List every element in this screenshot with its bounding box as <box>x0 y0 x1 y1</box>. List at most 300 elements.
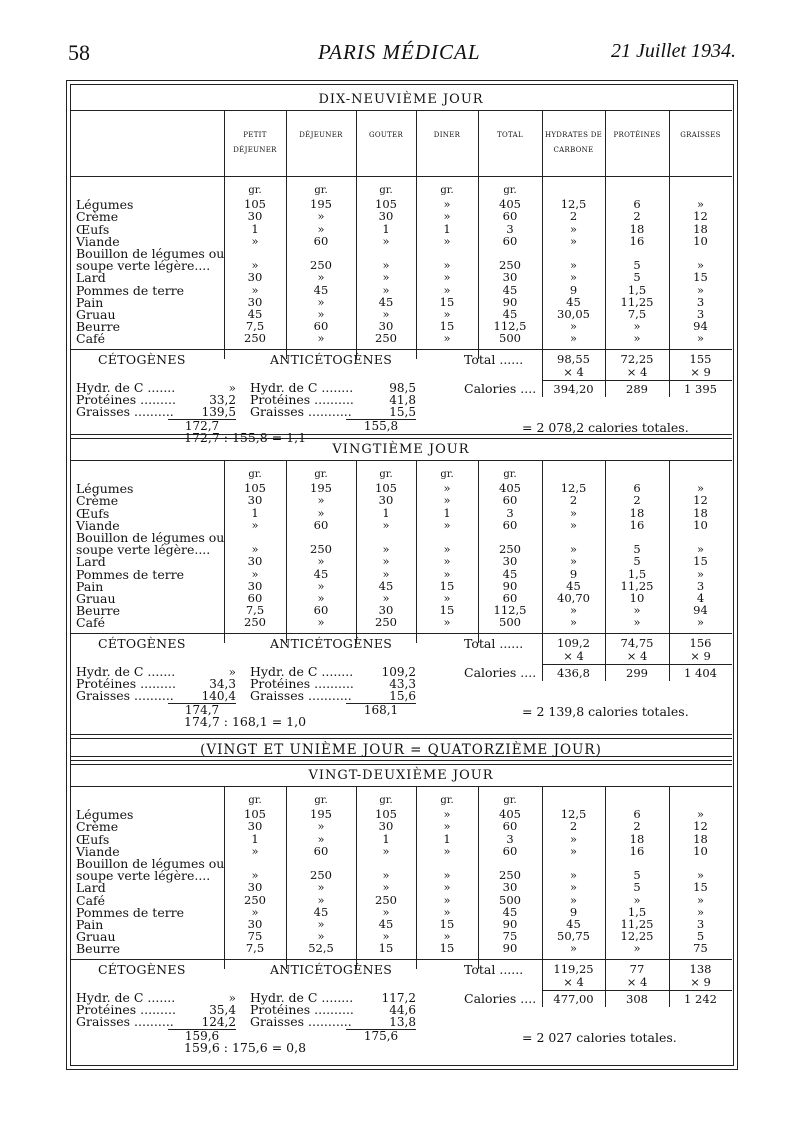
table-cell: 250 <box>375 892 397 907</box>
table-cell: » <box>443 282 451 297</box>
anticetogenes-label: ANTICÉTOGÈNES <box>270 635 393 651</box>
total-calories: = 2 139,8 calories totales. <box>522 703 689 719</box>
table-cell: 18 <box>629 505 645 520</box>
multiplier-rule <box>542 664 732 665</box>
mid-label: Hydr. de C ........ <box>250 663 354 679</box>
mid-value: 15,5 <box>346 405 416 420</box>
unit-label: gr. <box>248 185 262 196</box>
table-cell: » <box>443 307 451 321</box>
table-cell: 60 <box>502 517 518 532</box>
table-cell: 90 <box>502 941 518 956</box>
row-label: Gruau <box>76 929 116 945</box>
table-cell: 1 <box>443 505 451 520</box>
table-cell: » <box>569 615 578 630</box>
table-cell: 45 <box>378 294 394 309</box>
table-cell: » <box>569 892 578 907</box>
table-cell: » <box>569 554 578 569</box>
table-cell: » <box>633 331 641 346</box>
table-cell: 18 <box>629 831 645 846</box>
table-cell: 1 <box>382 505 390 520</box>
table-cell: » <box>696 615 705 630</box>
table-cell: 2 <box>569 493 578 508</box>
table-cell: » <box>317 554 325 569</box>
table-cell: » <box>317 209 325 224</box>
table-cell: 105 <box>375 197 397 212</box>
table-cell: 9 <box>569 904 578 919</box>
table-cell: 11,25 <box>620 578 654 593</box>
table-cell: » <box>443 517 451 532</box>
table-cell: » <box>382 282 390 297</box>
left-label: Protéines ......... <box>76 675 176 691</box>
multiplier: × 4 <box>563 648 584 663</box>
table-cell: 500 <box>499 331 521 346</box>
table-cell: » <box>569 517 578 532</box>
table-cell: 10 <box>629 591 645 605</box>
table-cell: 30 <box>378 819 394 834</box>
column-header: GOUTER <box>368 131 404 139</box>
table-cell: 7,5 <box>245 319 265 334</box>
table-cell: » <box>443 258 451 273</box>
row-label: Lard <box>76 554 106 570</box>
table-cell: » <box>317 615 325 630</box>
table-cell: 30 <box>247 880 263 895</box>
calories-label: Calories .... <box>464 664 537 680</box>
table-cell: 45 <box>378 917 394 931</box>
left-label: Hydr. de C ....... <box>76 663 176 679</box>
table-cell: 60 <box>502 843 518 858</box>
table-cell: 105 <box>375 807 397 822</box>
table-cell: » <box>317 307 325 321</box>
row-label: Pommes de terre <box>76 282 185 298</box>
column-header: DINER <box>433 131 461 139</box>
table-cell: 30 <box>378 603 394 618</box>
table-cell: » <box>317 270 325 285</box>
table-cell: » <box>569 331 578 346</box>
row-label: Œufs <box>76 831 110 847</box>
table-cell: 50,75 <box>557 929 590 944</box>
calories-label: Calories .... <box>464 990 537 1006</box>
row-label: Bouillon de légumes ou <box>76 530 225 545</box>
table-cell: 45 <box>313 566 329 581</box>
table-cell: 40,70 <box>557 591 590 605</box>
table-cell: » <box>569 843 578 858</box>
table-cell: 60 <box>502 819 518 834</box>
table-cell: » <box>696 282 705 297</box>
table-cell: » <box>382 843 390 858</box>
table-cell: » <box>569 505 578 520</box>
title-rule <box>70 110 732 111</box>
table-cell: 5 <box>633 270 641 285</box>
row-label: Œufs <box>76 221 110 237</box>
table-cell: 45 <box>566 294 581 309</box>
calories-value: 1 242 <box>684 991 717 1006</box>
table-cell: 11,25 <box>620 917 654 931</box>
table-cell: 30 <box>247 493 263 508</box>
table-cell: » <box>569 270 578 285</box>
left-label: Protéines ......... <box>76 391 176 407</box>
table-cell: 5 <box>633 258 641 273</box>
mid-label: Graisses ........... <box>250 687 352 703</box>
table-cell: 30 <box>247 917 263 931</box>
left-value: » <box>228 990 236 1005</box>
table-cell: » <box>382 591 390 605</box>
left-sum: 172,7 <box>184 418 220 433</box>
unit-label: gr. <box>314 795 328 806</box>
mid-value: 13,8 <box>346 1015 416 1030</box>
table-cell: 3 <box>696 578 705 593</box>
day-title: VINGT-DEUXIÈME JOUR <box>308 768 494 783</box>
table-cell: » <box>317 493 325 508</box>
mid-value: 117,2 <box>381 990 416 1005</box>
table-cell: 6 <box>633 481 641 496</box>
interlude-rule-top <box>70 734 732 739</box>
table-cell: 9 <box>569 282 578 297</box>
table-cell: 15 <box>439 578 455 593</box>
table-cell: » <box>382 880 390 895</box>
multiplier: × 4 <box>563 364 584 379</box>
table-cell: 30,05 <box>557 307 590 321</box>
column-header: HYDRATES DE CARBONE <box>544 131 603 154</box>
mid-value: 15,6 <box>346 689 416 704</box>
unit-label: gr. <box>379 469 393 480</box>
table-cell: 15 <box>439 941 455 956</box>
row-label: Beurre <box>76 319 120 335</box>
table-cell: 250 <box>310 542 332 557</box>
unit-label: gr. <box>379 795 393 806</box>
table-cell: 1 <box>251 221 259 236</box>
multiplier: × 4 <box>626 364 648 379</box>
multiplier-rule <box>542 380 732 381</box>
table-cell: 30 <box>378 319 394 334</box>
table-cell: » <box>382 868 390 883</box>
row-label: Crème <box>76 493 119 509</box>
table-cell: 250 <box>375 615 397 630</box>
table-cell: 12,25 <box>620 929 654 944</box>
table-cell: 105 <box>244 197 266 212</box>
table-cell: 94 <box>693 603 708 618</box>
totals-rule <box>70 959 732 960</box>
unit-label: gr. <box>248 795 262 806</box>
table-cell: 1,5 <box>627 566 647 581</box>
table-cell: » <box>382 904 390 919</box>
left-value: 35,4 <box>209 1002 236 1017</box>
calories-value: 299 <box>626 665 648 680</box>
table-cell: » <box>317 929 325 944</box>
table-cell: » <box>251 542 259 557</box>
mid-label: Graisses ........... <box>250 1013 352 1029</box>
unit-label: gr. <box>314 469 328 480</box>
table-cell: 112,5 <box>493 319 527 334</box>
table-cell: » <box>443 331 451 346</box>
table-cell: 30 <box>502 554 518 569</box>
total-label: Total ...... <box>464 351 524 367</box>
mid-value: 41,8 <box>389 392 416 407</box>
table-cell: 60 <box>502 233 518 248</box>
table-cell: » <box>443 868 451 883</box>
ratio: 172,7 : 155,8 = 1,1 <box>184 429 307 445</box>
left-value: 34,3 <box>209 676 236 691</box>
table-cell: 2 <box>633 209 641 224</box>
title-rule <box>70 460 732 461</box>
table-cell: » <box>696 258 705 273</box>
table-cell: 45 <box>247 307 263 321</box>
table-cell: 405 <box>499 481 521 496</box>
table-cell: » <box>696 197 705 212</box>
total-value: 72,25 <box>620 351 654 366</box>
table-cell: 105 <box>375 481 397 496</box>
total-value: 74,75 <box>620 635 654 650</box>
table-cell: » <box>696 892 705 907</box>
row-label: Lard <box>76 270 106 286</box>
total-label: Total ...... <box>464 961 524 977</box>
left-label: Graisses .......... <box>76 1013 174 1029</box>
total-value: 98,55 <box>557 351 590 366</box>
table-cell: 12 <box>693 493 708 508</box>
table-cell: » <box>317 831 325 846</box>
row-label: Pain <box>76 917 104 932</box>
calories-value: 1 395 <box>684 381 717 396</box>
table-cell: 75 <box>502 929 518 944</box>
table-cell: 15 <box>439 319 455 334</box>
column-header: GRAISSES <box>680 131 721 139</box>
table-cell: 2 <box>569 819 578 834</box>
row-label: Pommes de terre <box>76 904 185 920</box>
day-title: DIX-NEUVIÈME JOUR <box>318 92 484 107</box>
table-cell: 16 <box>629 517 645 532</box>
table-cell: » <box>443 843 451 858</box>
table-cell: » <box>317 917 325 931</box>
table-cell: 250 <box>244 892 266 907</box>
table-cell: 500 <box>499 892 521 907</box>
table-cell: 250 <box>499 542 521 557</box>
table-cell: » <box>317 892 325 907</box>
table-cell: 195 <box>310 481 332 496</box>
calories-value: 394,20 <box>553 381 594 396</box>
row-label: Pain <box>76 294 104 310</box>
calories-value: 289 <box>626 381 648 396</box>
mid-label: Protéines .......... <box>250 1001 354 1017</box>
table-cell: 2 <box>633 819 641 834</box>
mid-label: Protéines .......... <box>250 391 354 407</box>
table-cell: » <box>696 904 705 919</box>
table-cell: 250 <box>499 868 521 883</box>
table-cell: 15 <box>439 294 455 309</box>
table-cell: » <box>251 258 259 273</box>
table-cell: » <box>251 517 259 532</box>
totals-rule <box>70 349 732 350</box>
row-label: Légumes <box>76 807 134 823</box>
table-cell: » <box>443 542 451 557</box>
table-cell: » <box>569 831 578 846</box>
row-label: soupe verte légère.... <box>76 258 211 274</box>
day-title: VINGTIÈME JOUR <box>332 442 470 457</box>
table-cell: » <box>633 892 641 907</box>
table-cell: 15 <box>439 603 455 618</box>
table-cell: 18 <box>693 505 708 520</box>
table-cell: 12 <box>693 209 708 224</box>
table-cell: » <box>569 258 578 273</box>
table-cell: 3 <box>696 294 705 309</box>
table-cell: 15 <box>378 941 394 956</box>
row-label: Gruau <box>76 591 116 606</box>
table-cell: » <box>317 880 325 895</box>
total-calories: = 2 078,2 calories totales. <box>522 419 689 435</box>
table-cell: 2 <box>633 493 641 508</box>
multiplier: × 9 <box>690 648 711 663</box>
table-cell: 30 <box>247 819 263 834</box>
table-cell: 60 <box>313 843 329 858</box>
table-cell: 1,5 <box>627 904 647 919</box>
table-cell: 105 <box>244 807 266 822</box>
table-cell: 11,25 <box>620 294 654 309</box>
table-cell: » <box>443 481 451 496</box>
table-cell: » <box>443 904 451 919</box>
table-cell: 60 <box>502 591 518 605</box>
row-label: Viande <box>76 517 120 533</box>
table-cell: 30 <box>247 578 263 593</box>
table-cell: » <box>382 566 390 581</box>
table-cell: » <box>317 591 325 605</box>
interlude-text: (VINGT ET UNIÈME JOUR = QUATORZIÈME JOUR) <box>200 742 602 758</box>
table-cell: » <box>443 591 451 605</box>
table-cell: 7,5 <box>245 941 265 956</box>
row-label: Gruau <box>76 307 116 322</box>
table-cell: 90 <box>502 294 518 309</box>
unit-label: gr. <box>503 795 517 806</box>
mid-value: 98,5 <box>389 380 416 395</box>
ratio: 159,6 : 175,6 = 0,8 <box>184 1039 307 1055</box>
table-cell: 45 <box>502 566 518 581</box>
header-rule <box>70 176 732 177</box>
table-cell: 405 <box>499 807 521 822</box>
table-cell: » <box>251 904 259 919</box>
table-cell: » <box>443 197 451 212</box>
table-cell: 45 <box>313 282 329 297</box>
left-sum: 159,6 <box>184 1028 220 1043</box>
table-cell: 15 <box>439 917 455 931</box>
mid-sum: 175,6 <box>363 1028 399 1043</box>
table-cell: 52,5 <box>308 941 334 956</box>
left-value: 140,4 <box>168 689 236 704</box>
table-cell: » <box>696 566 705 581</box>
table-cell: » <box>696 331 705 346</box>
unit-label: gr. <box>503 469 517 480</box>
mid-label: Hydr. de C ........ <box>250 379 354 395</box>
table-cell: 5 <box>633 880 641 895</box>
section-rule <box>70 434 732 439</box>
table-cell: 3 <box>696 917 705 931</box>
table-cell: 30 <box>378 493 394 508</box>
table-cell: 45 <box>566 578 581 593</box>
cetogenes-label: CÉTOGÈNES <box>98 351 186 367</box>
column-header: TOTAL <box>497 131 523 139</box>
table-cell: 5 <box>633 868 641 883</box>
table-cell: 45 <box>502 282 518 297</box>
left-value: 139,5 <box>168 405 236 420</box>
left-label: Hydr. de C ....... <box>76 379 176 395</box>
table-cell: » <box>443 233 451 248</box>
table-cell: 12,5 <box>560 197 587 212</box>
table-cell: 250 <box>375 331 397 346</box>
left-label: Graisses .......... <box>76 687 174 703</box>
table-cell: » <box>443 554 451 569</box>
mid-label: Protéines .......... <box>250 675 354 691</box>
table-cell: 10 <box>693 843 708 858</box>
table-cell: 30 <box>247 209 263 224</box>
table-cell: 7,5 <box>245 603 265 618</box>
table-cell: 75 <box>247 929 263 944</box>
table-cell: » <box>382 258 390 273</box>
row-label: soupe verte légère.... <box>76 868 211 884</box>
table-cell: 30 <box>247 554 263 569</box>
left-sum: 174,7 <box>184 702 220 717</box>
table-cell: » <box>569 221 578 236</box>
table-cell: 60 <box>313 517 329 532</box>
table-cell: » <box>569 868 578 883</box>
left-value: 124,2 <box>168 1015 236 1030</box>
row-label: Bouillon de légumes ou <box>76 856 225 871</box>
table-cell: 195 <box>310 197 332 212</box>
mid-sum: 168,1 <box>363 702 399 717</box>
table-cell: » <box>251 282 259 297</box>
total-value: 138 <box>689 961 712 976</box>
total-calories: = 2 027 calories totales. <box>522 1029 677 1045</box>
table-cell: » <box>569 233 578 248</box>
table-cell: » <box>382 233 390 248</box>
table-cell: 60 <box>502 493 518 508</box>
multiplier: × 4 <box>626 974 648 989</box>
row-label: Viande <box>76 843 120 859</box>
anticetogenes-label: ANTICÉTOGÈNES <box>270 351 393 367</box>
table-cell: » <box>633 615 641 630</box>
mid-sum: 155,8 <box>363 418 399 433</box>
table-cell: » <box>696 807 705 822</box>
left-value: 33,2 <box>209 392 236 407</box>
row-label: soupe verte légère.... <box>76 542 211 558</box>
unit-label: gr. <box>503 185 517 196</box>
table-cell: 45 <box>502 307 518 321</box>
calories-label: Calories .... <box>464 380 537 396</box>
table-cell: 2 <box>569 209 578 224</box>
multiplier: × 9 <box>690 974 711 989</box>
title-rule <box>70 786 732 787</box>
table-cell: 250 <box>310 868 332 883</box>
total-value: 119,25 <box>553 961 594 976</box>
table-cell: » <box>696 481 705 496</box>
row-label: Légumes <box>76 481 134 497</box>
unit-label: gr. <box>314 185 328 196</box>
table-cell: 5 <box>633 542 641 557</box>
table-cell: 112,5 <box>493 603 527 618</box>
table-cell: 3 <box>506 505 514 520</box>
table-cell: 12 <box>693 819 708 834</box>
multiplier-rule <box>542 990 732 991</box>
table-cell: 250 <box>310 258 332 273</box>
row-label: Bouillon de légumes ou <box>76 246 225 261</box>
table-cell: 15 <box>693 554 708 569</box>
left-label: Hydr. de C ....... <box>76 989 176 1005</box>
table-cell: 90 <box>502 578 518 593</box>
table-cell: » <box>317 221 325 236</box>
table-cell: » <box>443 929 451 944</box>
table-cell: 6 <box>633 197 641 212</box>
left-value: » <box>228 664 236 679</box>
table-cell: » <box>633 941 641 956</box>
table-cell: » <box>569 319 578 334</box>
column-header: DÉJEUNER <box>299 131 343 139</box>
unit-label: gr. <box>440 795 454 806</box>
table-cell: 12,5 <box>560 481 587 496</box>
